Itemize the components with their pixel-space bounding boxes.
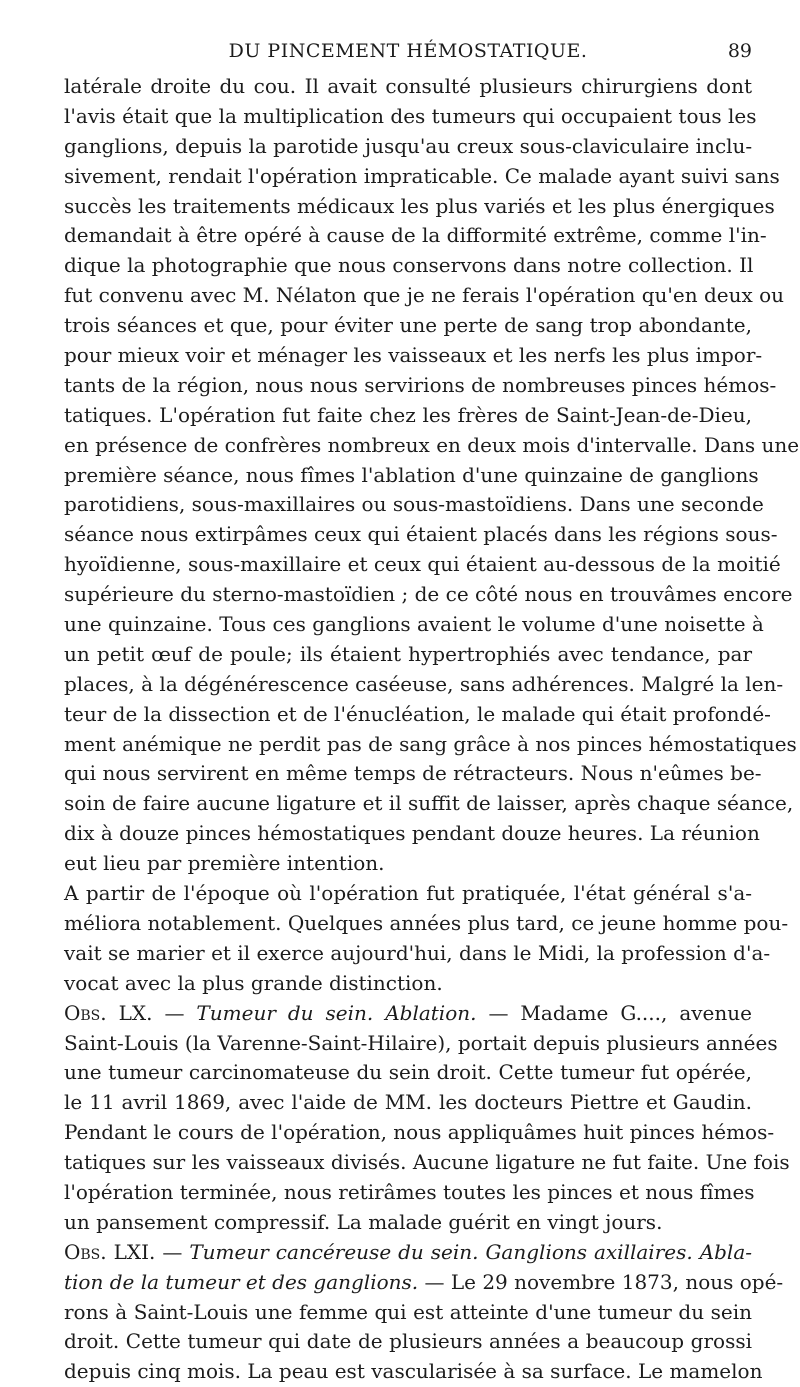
observation-lx [64,999,790,1238]
obs-lxi-title-line2: tion de la tumeur et des ganglions. [64,1269,419,1294]
text-line: parotidiens, sous-maxillaires ou sous-mastoïdiens. Dans une seconde [64,492,764,517]
text-line: rons à Saint-Louis une femme qui est atteinte d'une tumeur du sein [64,1299,752,1324]
text-line: fut convenu avec M. Nélaton que je ne ferais l'opération qu'en deux ou [64,283,785,308]
obs-lx-lead-rest: — Madame G...., avenue [476,1000,752,1025]
obs-lx-title: Tumeur du sein. Ablation. [196,1000,477,1025]
text-line: une tumeur carcinomateuse du sein droit. Cette tumeur fut opérée, [64,1060,752,1085]
text-line: séance nous extirpâmes ceux qui étaient placés dans les régions sous- [64,522,778,547]
text-line: succès les traitements médicaux les plus variés et les plus énergiques [64,193,775,218]
text-line: un pansement compressif. La malade guérit en vingt jours. [64,1209,663,1234]
text-line: l'opération terminée, nous retirâmes toutes les pinces et nous fîmes [64,1179,755,1204]
text-line: une quinzaine. Tous ces ganglions avaient le volume d'une noisette à [64,612,764,637]
running-header [64,36,752,66]
text-line: depuis cinq mois. La peau est vascularisée à sa surface. Le mamelon [64,1359,763,1384]
text-line: en présence de confrères nombreux en deux mois d'intervalle. Dans une [64,432,800,457]
obs-lxi-heading-line [64,1238,752,1268]
text-line: tatiques. L'opération fut faite chez les frères de Saint-Jean-de-Dieu, [64,402,752,427]
text-line: un petit œuf de poule; ils étaient hypertrophiés avec tendance, par [64,641,752,666]
obs-lxi-title-line1: Tumeur cancéreuse du sein. Ganglions axillaires. Abla- [189,1239,752,1264]
text-line: ment anémique ne perdit pas de sang grâce à nos pinces hémostatiques [64,731,797,756]
text-line: Pendant le cours de l'opération, nous appliquâmes huit pinces hémos- [64,1120,775,1145]
obs-lx-body [64,1029,790,1238]
text-line: places, à la dégénérescence caséeuse, sans adhérences. Malgré la len- [64,671,784,696]
obs-lxi-lead-rest: — Le 29 novembre 1873, nous opé- [418,1269,784,1294]
text-line: eut lieu par première intention. [64,851,385,876]
obs-lx-heading-line [64,999,752,1029]
text-line: qui nous servirent en même temps de rétracteurs. Nous n'eûmes be- [64,761,762,786]
text-line: vait se marier et il exerce aujourd'hui, dans le Midi, la profession d'a- [64,940,771,965]
running-title: DU PINCEMENT HÉMOSTATIQUE. [228,40,588,62]
text-line: Saint-Louis (la Varenne-Saint-Hilaire), portait depuis plusieurs années [64,1030,778,1055]
text-line: demandait à être opéré à cause de la difformité extrême, comme l'in- [64,223,767,248]
obs-lxi-heading-line-2 [64,1268,784,1298]
obs-lxi-body [64,1298,763,1387]
text-line: première séance, nous fîmes l'ablation d'une quinzaine de ganglions [64,462,759,487]
text-line: l'avis était que la multiplication des tumeurs qui occupaient tous les [64,103,757,128]
text-line: méliora notablement. Quelques années plus tard, ce jeune homme pou- [64,910,789,935]
text-line: sivement, rendait l'opération impraticable. Ce malade ayant suivi sans [64,163,780,188]
text-line: dix à douze pinces hémostatiques pendant douze heures. La réunion [64,821,760,846]
text-line: vocat avec la plus grande distinction. [64,970,443,995]
text-line: droit. Cette tumeur qui date de plusieurs années a beaucoup grossi [64,1329,752,1354]
body-text [64,72,800,1387]
text-line: latérale droite du cou. Il avait consulté plusieurs chirurgiens dont [64,74,752,98]
text-line: tatiques sur les vaisseaux divisés. Aucune ligature ne fut faite. Une fois [64,1150,790,1175]
text-line: tants de la région, nous nous servirions de nombreuses pinces hémos- [64,372,777,397]
text-line: ganglions, depuis la parotide jusqu'au creux sous-claviculaire inclu- [64,133,753,158]
page-number: 89 [727,40,752,62]
obs-lxi-label: Obs. LXI. [64,1239,156,1264]
text-line: le 11 avril 1869, avec l'aide de MM. les docteurs Piettre et Gaudin. [64,1090,752,1115]
text-line: soin de faire aucune ligature et il suffit de laisser, après chaque séance, [64,791,794,816]
text-line: dique la photographie que nous conservons dans notre collection. Il [64,253,754,278]
obs-lx-dash: — [152,1000,197,1025]
obs-lx-label: Obs. LX. [64,1000,153,1025]
main-paragraphs [64,72,800,999]
text-line: A partir de l'époque où l'opération fut pratiquée, l'état général s'a- [64,881,752,906]
text-line: hyoïdienne, sous-maxillaire et ceux qui étaient au-dessous de la moitié [64,552,781,577]
observation-lxi [64,1238,784,1387]
text-line: trois séances et que, pour éviter une perte de sang trop abondante, [64,313,752,338]
text-line: pour mieux voir et ménager les vaisseaux et les nerfs les plus impor- [64,343,763,368]
text-line: supérieure du sterno-mastoïdien ; de ce côté nous en trouvâmes encore [64,582,793,607]
text-line: teur de la dissection et de l'énucléation, le malade qui était profondé- [64,701,771,726]
obs-lxi-dash: — [155,1239,190,1264]
